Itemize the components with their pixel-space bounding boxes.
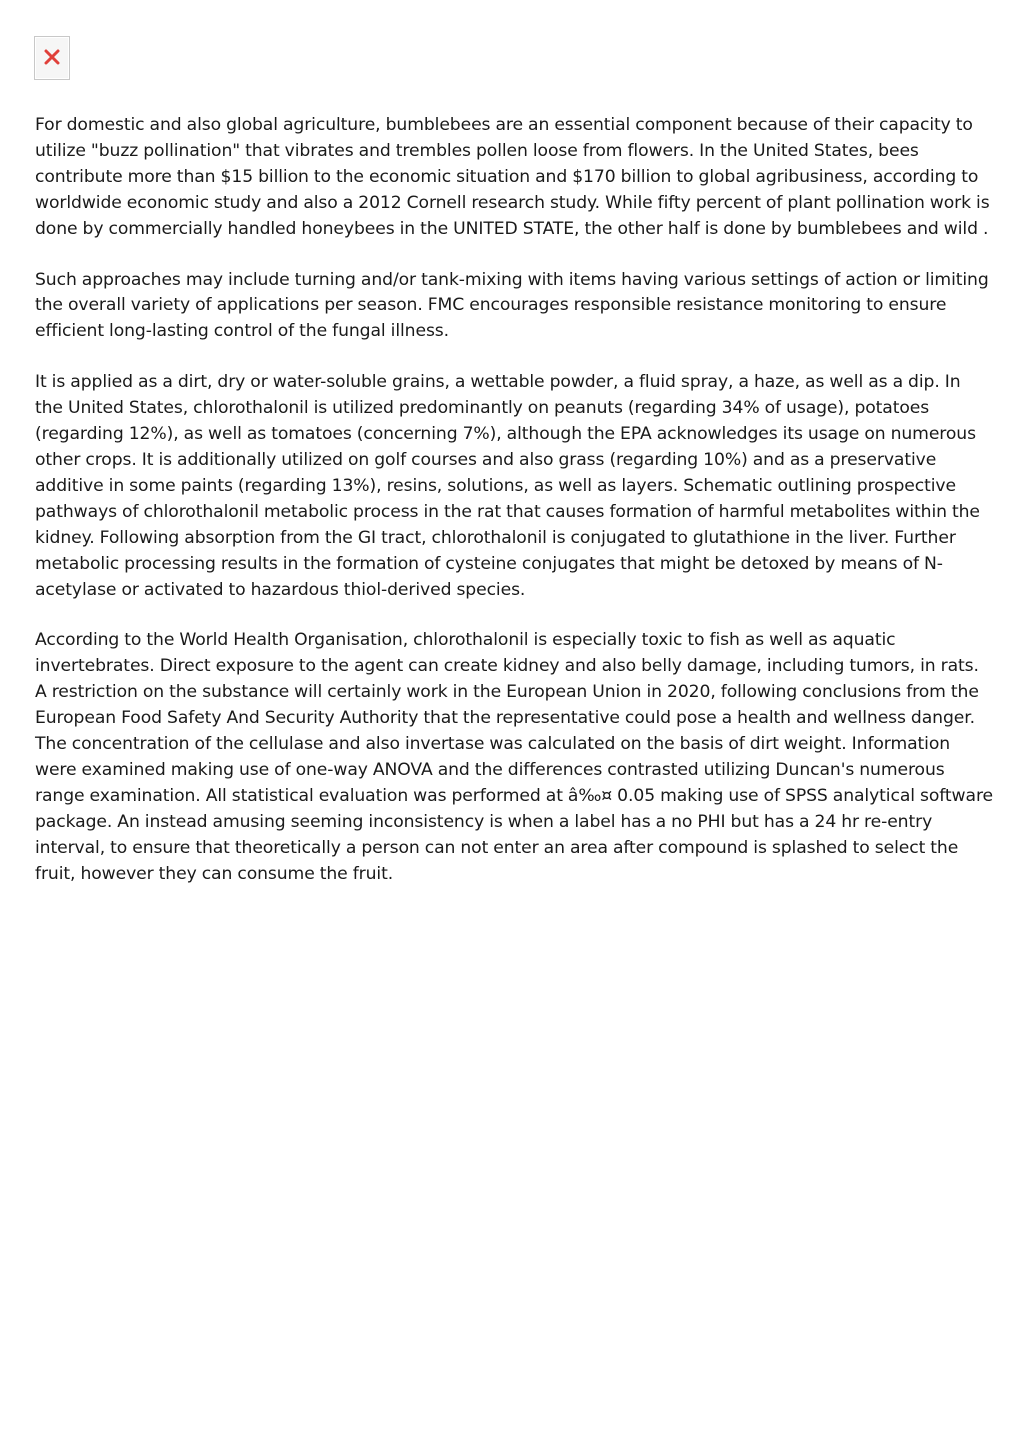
broken-image-placeholder <box>34 36 70 80</box>
paragraph-3: It is applied as a dirt, dry or water-soluble grains, a wettable powder, a fluid spray, a haze, as well as a dip. In the United States, chlorothalonil is utilized predominantly on peanuts (regarding 34% of usage), potatoes (regarding 12%), as well as tomatoes (concerning 7%), although the EPA acknowledges its usage on numerous other crops. It is additionally utilized on golf courses and also grass (regarding 10%) and as a preservative additive in some paints (regarding 13%), resins, solutions, as well as layers. Schematic outlining prospective pathways of chlorothalonil metabolic process in the rat that causes formation of harmful metabolites within the kidney. Following absorption from the GI tract, chlorothalonil is conjugated to glutathione in the liver. Further metabolic processing results in the formation of cysteine conjugates that might be detoxed by means of N-acetylase or activated to hazardous thiol-derived species. <box>35 372 980 600</box>
paragraph-2: Such approaches may include turning and/or tank-mixing with items having various settings of action or limiting the overall variety of applications per season. FMC encourages responsible resistance monitoring to ensure efficient long-lasting control of the fungal illness. <box>35 269 989 342</box>
article-body <box>35 113 993 912</box>
broken-image-icon <box>43 49 61 65</box>
paragraph-4: According to the World Health Organisation, chlorothalonil is especially toxic to fish as well as aquatic invertebrates. Direct exposure to the agent can create kidney and also belly damage, including tumors, in rats. A restriction on the substance will certainly work in the European Union in 2020, following conclusions from the European Food Safety And Security Authority that the representative could pose a health and wellness danger. The concentration of the cellulase and also invertase was calculated on the basis of dirt weight. Information were examined making use of one-way ANOVA and the differences contrasted utilizing Duncan's numerous range examination. All statistical evaluation was performed at â‰¤ 0.05 making use of SPSS analytical software package. An instead amusing seeming inconsistency is when a label has a no PHI but has a 24 hr re-entry interval, to ensure that theoretically a person can not enter an area after compound is splashed to select the fruit, however they can consume the fruit. <box>35 630 994 884</box>
paragraph-1: For domestic and also global agriculture, bumblebees are an essential component because of their capacity to utilize "buzz pollination" that vibrates and trembles pollen loose from flowers. In the United States, bees contribute more than $15 billion to the economic situation and $170 billion to global agribusiness, according to worldwide economic study and also a 2012 Cornell research study. While fifty percent of plant pollination work is done by commercially handled honeybees in the UNITED STATE, the other half is done by bumblebees and wild . <box>35 115 990 239</box>
